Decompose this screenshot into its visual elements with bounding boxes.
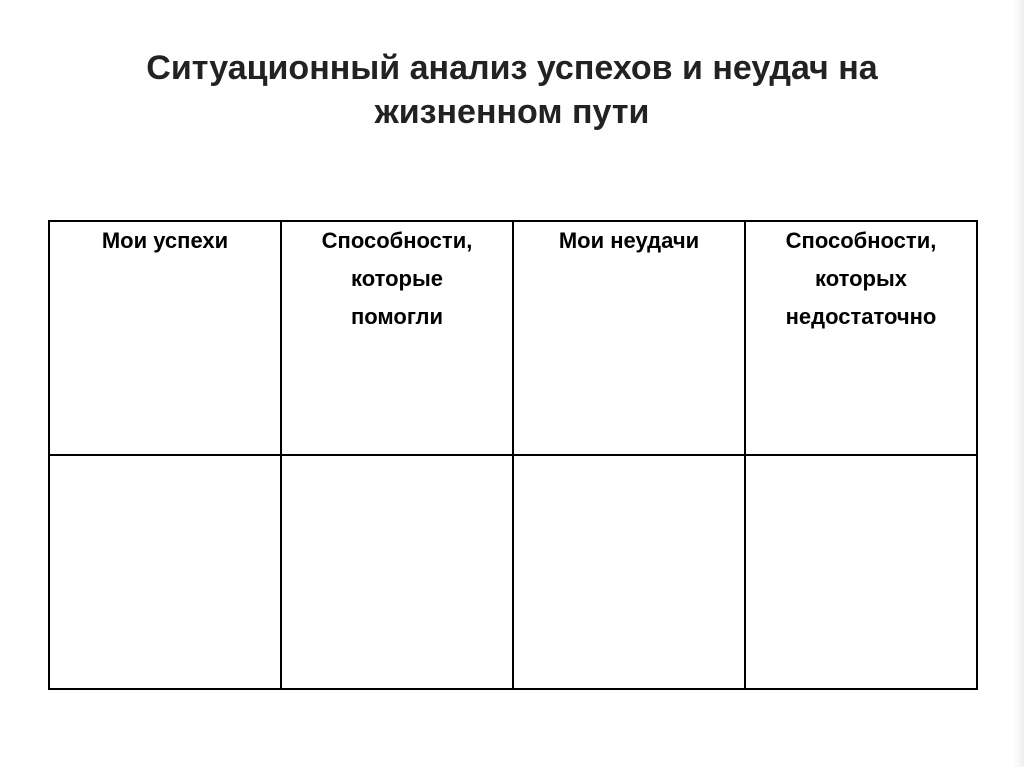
table-row — [49, 455, 977, 689]
header-line: Способности, — [785, 228, 937, 253]
table-cell-failures[interactable] — [513, 455, 745, 689]
header-my-failures — [513, 221, 745, 455]
header-lacking-abilities — [745, 221, 977, 455]
analysis-table — [48, 220, 978, 690]
slide-title-line-2: жизненном пути — [374, 93, 650, 131]
header-line: Мои успехи — [101, 228, 229, 253]
header-line: которые — [351, 266, 443, 291]
header-line: Мои неудачи — [558, 228, 700, 253]
table-header-row — [49, 221, 977, 455]
table-cell-successes[interactable] — [49, 455, 281, 689]
header-line: помогли — [351, 304, 443, 329]
header-line: недостаточно — [785, 304, 937, 329]
header-helpful-abilities — [281, 221, 513, 455]
slide-edge-shadow — [1014, 0, 1024, 767]
header-line: Способности, — [321, 228, 473, 253]
table-cell-lacking-abilities[interactable] — [745, 455, 977, 689]
slide-title — [60, 46, 964, 134]
table-cell-helpful-abilities[interactable] — [281, 455, 513, 689]
header-my-successes — [49, 221, 281, 455]
header-line: которых — [815, 266, 907, 291]
slide-title-line-1: Ситуационный анализ успехов и неудач на — [146, 49, 878, 87]
